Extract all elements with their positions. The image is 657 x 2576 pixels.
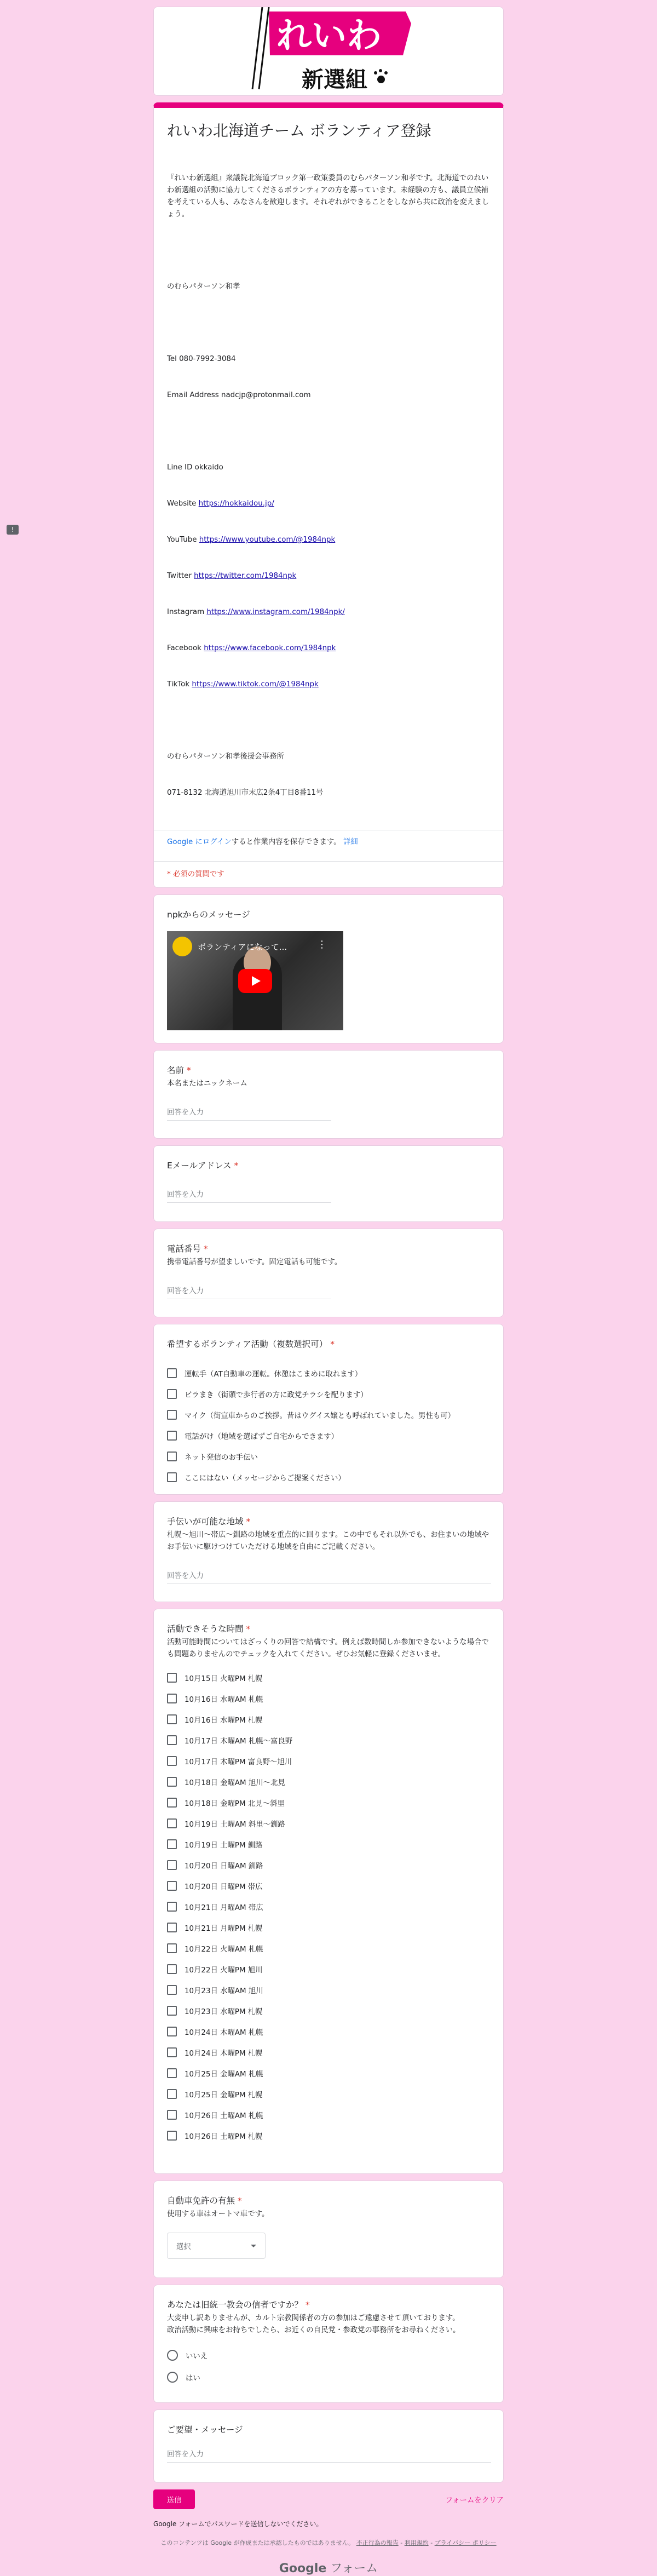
- time-option[interactable]: 10月24日 木曜AM 札幌: [167, 2021, 490, 2042]
- form-column: [153, 7, 504, 2576]
- checkbox[interactable]: [167, 1472, 177, 1482]
- video-title: ボランティアになって...: [198, 942, 287, 952]
- checkbox[interactable]: [167, 1673, 177, 1683]
- checkbox[interactable]: [167, 1860, 177, 1870]
- time-option[interactable]: 10月23日 水曜PM 札幌: [167, 2000, 490, 2021]
- description-line: Tel 080-7992-3084: [167, 355, 236, 363]
- required-marker: *: [234, 1161, 239, 1171]
- email-input[interactable]: [167, 1187, 331, 1203]
- time-option[interactable]: 10月25日 金曜AM 札幌: [167, 2063, 490, 2084]
- instagram-link[interactable]: https://www.instagram.com/1984npk/: [206, 608, 345, 616]
- form-title: れいわ北海道チーム ボランティア登録: [167, 122, 431, 140]
- login-details-link[interactable]: 詳細: [343, 838, 358, 846]
- more-vert-icon[interactable]: ⋮: [317, 939, 327, 950]
- checkbox[interactable]: [167, 2006, 177, 2016]
- checkbox[interactable]: [167, 1368, 177, 1378]
- office-name: のむらパターソン和孝後援会事務所: [167, 753, 284, 761]
- video-card: [153, 894, 504, 1043]
- activity-option[interactable]: 運転手（AT自動車の運転。休憩はこまめに取れます）: [167, 1363, 490, 1384]
- checkbox[interactable]: [167, 1902, 177, 1912]
- required-marker: *: [305, 2300, 310, 2310]
- clear-form-button[interactable]: フォームをクリア: [445, 2496, 504, 2505]
- time-option[interactable]: 10月22日 火曜PM 旭川: [167, 1959, 490, 1980]
- time-option[interactable]: 10月15日 火曜PM 札幌: [167, 1667, 490, 1688]
- question-activities: [153, 1324, 504, 1495]
- reiwa-logo-image: [154, 7, 504, 96]
- time-option[interactable]: 10月19日 土曜AM 斜里〜釧路: [167, 1813, 490, 1834]
- name-input[interactable]: [167, 1105, 331, 1121]
- link-youtube: YouTube https://www.youtube.com/@1984npk: [167, 536, 336, 544]
- login-link[interactable]: Google にログイン: [167, 838, 232, 846]
- description-line: [167, 317, 490, 329]
- activity-option[interactable]: ビラまき（街頭で歩行者の方に政党チラシを配ります）: [167, 1384, 490, 1404]
- checkbox[interactable]: [167, 1735, 177, 1745]
- time-option[interactable]: 10月21日 月曜AM 帯広: [167, 1896, 490, 1917]
- question-email: [153, 1145, 504, 1222]
- question-help: 政治活動に興味をお持ちでしたら、お近くの自民党・参政党の事務所をお尋ねください。: [167, 2326, 460, 2334]
- checkbox[interactable]: [167, 2027, 177, 2036]
- website-link[interactable]: https://hokkaidou.jp/: [198, 500, 274, 508]
- unification-options: [167, 2344, 490, 2388]
- activity-option[interactable]: ここにはない（メッセージからご提案ください）: [167, 1467, 490, 1488]
- radio-option-yes[interactable]: はい: [167, 2366, 490, 2388]
- question-title: あなたは旧統一教会の信者ですか？: [167, 2300, 303, 2310]
- facebook-link[interactable]: https://www.facebook.com/1984npk: [204, 644, 336, 652]
- logo-subtext: 新選組: [302, 67, 367, 93]
- time-options: [167, 1667, 490, 2146]
- phone-input[interactable]: [167, 1284, 331, 1299]
- checkbox[interactable]: [167, 2089, 177, 2099]
- twitter-link[interactable]: https://twitter.com/1984npk: [194, 572, 297, 580]
- tiktok-link[interactable]: https://www.tiktok.com/@1984npk: [192, 680, 319, 689]
- checkbox[interactable]: [167, 1964, 177, 1974]
- time-option[interactable]: 10月23日 水曜AM 旭川: [167, 1980, 490, 2000]
- checkbox[interactable]: [167, 1881, 177, 1891]
- terms-link[interactable]: 利用規約: [404, 2539, 429, 2546]
- link-website: Website https://hokkaidou.jp/: [167, 500, 274, 508]
- form-actions: [153, 2489, 504, 2509]
- question-license: [153, 2181, 504, 2278]
- question-title: ご要望・メッセージ: [167, 2425, 243, 2435]
- question-message: [153, 2409, 504, 2483]
- description-line: [167, 245, 490, 257]
- description-line: [167, 426, 490, 438]
- google-forms-logo[interactable]: Google フォーム: [279, 2562, 378, 2575]
- checkbox[interactable]: [167, 1756, 177, 1766]
- radio-button[interactable]: [167, 2350, 178, 2361]
- time-option[interactable]: 10月18日 金曜PM 北見〜斜里: [167, 1792, 490, 1813]
- password-warning: Google フォームでパスワードを送信しないでください。: [153, 2520, 323, 2528]
- checkbox[interactable]: [167, 1431, 177, 1441]
- license-select[interactable]: [167, 2233, 266, 2259]
- question-title: Eメールアドレス: [167, 1161, 232, 1171]
- question-help: 大変申し訳ありませんが、カルト宗教関係者の方の参加はご遠慮させて頂いております。: [167, 2314, 460, 2322]
- time-option[interactable]: 10月26日 土曜AM 札幌: [167, 2104, 490, 2125]
- submit-button[interactable]: 送信: [153, 2489, 195, 2509]
- form-description: [167, 148, 490, 823]
- question-help: 使用する車はオートマ車です。: [167, 2210, 269, 2218]
- link-twitter: Twitter https://twitter.com/1984npk: [167, 572, 297, 580]
- youtube-video-player[interactable]: [167, 931, 343, 1030]
- checkbox[interactable]: [167, 1714, 177, 1724]
- question-help: 活動可能時間についてはざっくりの回答で結構です。例えば数時間しか参加できないような場合でも問題ありませんのでチェックを入れてください。ぜひお気軽に登録くださいませ。: [167, 1638, 489, 1659]
- channel-avatar: [172, 937, 192, 956]
- chevron-down-icon: [251, 2245, 256, 2247]
- report-abuse-link[interactable]: 不正行為の報告: [356, 2539, 399, 2546]
- description-line: Line ID okkaido: [167, 463, 223, 472]
- question-phone: [153, 1229, 504, 1317]
- footer-disclaimer: このコンテンツは Google が作成または承認したものではありません。 不正行為の報告 - 利用規約 - プライバシー ポリシー: [160, 2539, 497, 2546]
- checkbox[interactable]: [167, 1818, 177, 1828]
- required-marker: *: [237, 2196, 242, 2206]
- activity-option[interactable]: ネット発信のお手伝い: [167, 1446, 490, 1467]
- required-marker: *: [246, 1624, 251, 1634]
- activity-options: [167, 1363, 490, 1488]
- question-help: 札幌〜旭川〜帯広〜釧路の地域を重点的に回ります。この中でもそれ以外でも、お住まいの地域やお手伝いに駆けつけていただける地域を自由にご記載ください。: [167, 1531, 489, 1551]
- time-option[interactable]: 10月19日 土曜PM 釧路: [167, 1834, 490, 1855]
- link-instagram: Instagram https://www.instagram.com/1984npk/: [167, 608, 345, 616]
- checkbox[interactable]: [167, 1839, 177, 1849]
- time-option[interactable]: 10月17日 木曜PM 富良野〜旭川: [167, 1751, 490, 1771]
- time-option[interactable]: 10月20日 日曜PM 帯広: [167, 1875, 490, 1896]
- area-input[interactable]: [167, 1569, 491, 1584]
- required-note: * 必須の質問です: [167, 870, 224, 879]
- radio-option-no[interactable]: いいえ: [167, 2344, 490, 2366]
- privacy-link[interactable]: プライバシー ポリシー: [434, 2539, 497, 2546]
- video-section-title: npkからのメッセージ: [167, 910, 250, 920]
- question-title: 希望するボランティア活動（複数選択可）: [167, 1339, 328, 1349]
- question-times: [153, 1609, 504, 2174]
- time-option[interactable]: 10月16日 水曜AM 札幌: [167, 1688, 490, 1709]
- link-tiktok: TikTok https://www.tiktok.com/@1984npk: [167, 680, 319, 689]
- question-unification: [153, 2285, 504, 2403]
- required-marker: *: [203, 1244, 208, 1254]
- question-title: 電話番号: [167, 1244, 201, 1254]
- question-title: 手伝いが可能な地域: [167, 1517, 244, 1527]
- question-title: 自動車免許の有無: [167, 2196, 235, 2206]
- radio-button[interactable]: [167, 2372, 178, 2383]
- question-title: 活動できそうな時間: [167, 1624, 244, 1634]
- checkbox[interactable]: [167, 2131, 177, 2141]
- description-line: のむらパターソン和孝: [167, 283, 240, 291]
- required-marker: *: [330, 1339, 335, 1349]
- checkbox[interactable]: [167, 1798, 177, 1808]
- time-option[interactable]: 10月20日 日曜AM 釧路: [167, 1855, 490, 1875]
- question-title: 名前: [167, 1065, 185, 1075]
- time-option[interactable]: 10月21日 月曜PM 札幌: [167, 1917, 490, 1938]
- time-option[interactable]: 10月26日 土曜PM 札幌: [167, 2125, 490, 2146]
- message-input[interactable]: [167, 2447, 491, 2463]
- checkbox[interactable]: [167, 2110, 177, 2120]
- required-marker: *: [246, 1517, 251, 1527]
- activity-option[interactable]: 電話がけ（地域を選ばずご自宅からできます）: [167, 1425, 490, 1446]
- time-option[interactable]: 10月25日 金曜PM 札幌: [167, 2084, 490, 2104]
- time-option[interactable]: 10月24日 木曜PM 札幌: [167, 2042, 490, 2063]
- checkbox[interactable]: [167, 1451, 177, 1461]
- checkbox[interactable]: [167, 1985, 177, 1995]
- checkbox[interactable]: [167, 1410, 177, 1420]
- form-title-card: [153, 102, 504, 888]
- header-banner: [153, 7, 504, 96]
- question-name: [153, 1050, 504, 1139]
- play-icon[interactable]: [238, 969, 272, 993]
- logo-text: れいわ: [276, 16, 382, 56]
- checkbox[interactable]: [167, 1777, 177, 1787]
- checkbox[interactable]: [167, 2047, 177, 2057]
- required-marker: *: [186, 1065, 191, 1075]
- time-option[interactable]: 10月18日 金曜AM 旭川〜北見: [167, 1771, 490, 1792]
- activity-option[interactable]: マイク（街宣車からのご挨拶。昔はウグイス嬢とも呼ばれていました。男性も可）: [167, 1404, 490, 1425]
- feedback-icon[interactable]: !: [7, 525, 19, 535]
- checkbox[interactable]: [167, 1694, 177, 1703]
- checkbox[interactable]: [167, 2068, 177, 2078]
- login-row: Google にログインすると作業内容を保存できます。 詳細: [167, 838, 358, 846]
- description-line: 『れいわ新選組』衆議院北海道ブロック第一政策委員のむらパターソン和孝です。北海道でのれいわ新選組の活動に協力してくださるボランティアの方を募っています。未経験の方も、議員立候補を考えている人も、みなさんを歓迎します。それぞれができることをしながら共に政治を変えましょう。: [167, 174, 489, 219]
- select-value: 選択: [176, 2242, 191, 2251]
- time-option[interactable]: 10月16日 水曜PM 札幌: [167, 1709, 490, 1730]
- checkbox[interactable]: [167, 1923, 177, 1932]
- question-help: 本名またはニックネーム: [167, 1080, 247, 1088]
- office-address: 071-8132 北海道旭川市末広2条4丁目8番11号: [167, 789, 324, 797]
- checkbox[interactable]: [167, 1943, 177, 1953]
- youtube-link[interactable]: https://www.youtube.com/@1984npk: [199, 536, 336, 544]
- description-line: Email Address nadcjp@protonmail.com: [167, 391, 311, 399]
- time-option[interactable]: 10月22日 火曜AM 札幌: [167, 1938, 490, 1959]
- question-area: [153, 1501, 504, 1602]
- checkbox[interactable]: [167, 1389, 177, 1399]
- question-help: 携帯電話番号が望ましいです。固定電話も可能です。: [167, 1258, 342, 1266]
- link-facebook: Facebook https://www.facebook.com/1984npk: [167, 644, 336, 652]
- time-option[interactable]: 10月17日 木曜AM 札幌〜富良野: [167, 1730, 490, 1751]
